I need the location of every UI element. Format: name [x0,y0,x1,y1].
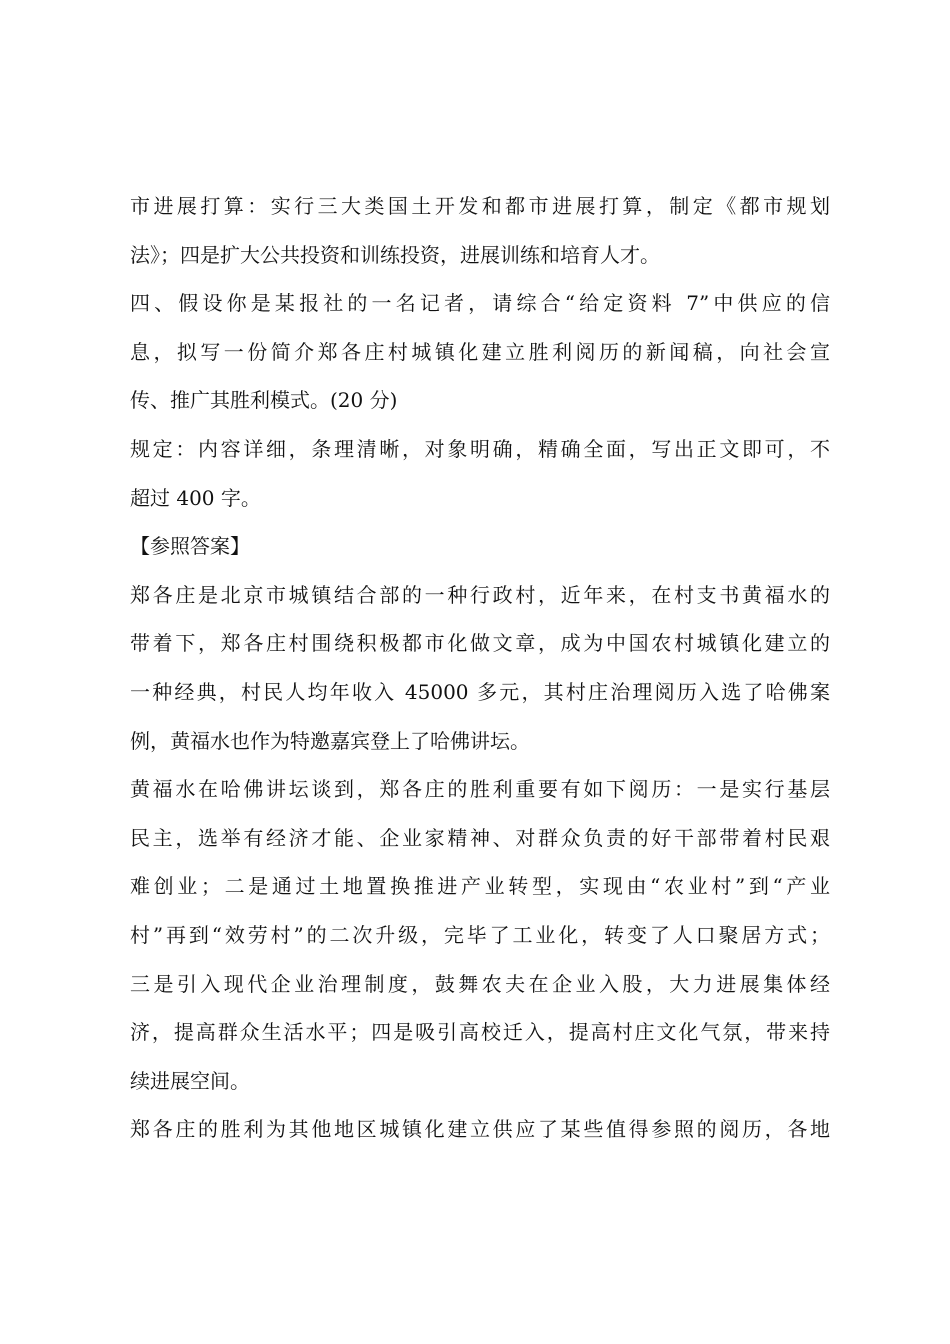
requirement-text-line: 规定：内容详细，条理清晰，对象明确，精确全面，写出正文即可，不 [130,436,830,461]
answer-text-line: 黄福水在哈佛讲坛谈到，郑各庄的胜利重要有如下阅历：一是实行基层 [130,777,830,802]
answer-text-line: 郑各庄的胜利为其他地区城镇化建立供应了某些值得参照的阅历，各地 [130,1117,830,1142]
answer-text-line: 例，黄福水也作为特邀嘉宾登上了哈佛讲坛。 [130,728,530,753]
question-text-line: 传、推广其胜利模式。(20 分) [130,388,398,413]
answer-text-line: 一种经典，村民人均年收入 45000 多元，其村庄治理阅历入选了哈佛案 [130,679,830,704]
answer-text-line: 续进展空间。 [130,1068,250,1093]
document-body [130,186,830,1158]
answer-heading: 【参照答案】 [130,534,250,559]
text-line: 法》；四是扩大公共投资和训练投资，进展训练和培育人才。 [130,242,660,267]
text-line: 市进展打算：实行三大类国土开发和都市进展打算，制定《都市规划 [130,194,830,218]
answer-text-line: 三是引入现代企业治理制度，鼓舞农夫在企业入股，大力进展集体经 [130,971,830,996]
answer-text-line: 济，提高群众生活水平；四是吸引高校迁入，提高村庄文化气氛，带来持 [130,1020,830,1045]
question-text-line: 息，拟写一份简介郑各庄村城镇化建立胜利阅历的新闻稿，向社会宣 [130,339,830,364]
answer-text-line: 村”再到“效劳村”的二次升级，完毕了工业化，转变了人口聚居方式； [130,922,830,947]
answer-text-line: 郑各庄是北京市城镇结合部的一种行政村，近年来，在村支书黄福水的 [130,582,830,607]
answer-text-line: 民主，选举有经济才能、企业家精神、对群众负责的好干部带着村民艰 [130,825,830,850]
question-text-line: 四、假设你是某报社的一名记者，请综合“给定资料 7”中供应的信 [130,291,830,316]
answer-text-line: 带着下，郑各庄村围绕积极都市化做文章，成为中国农村城镇化建立的 [130,631,830,656]
requirement-text-line: 超过 400 字。 [130,485,261,510]
answer-text-line: 难创业；二是通过土地置换推进产业转型，实现由“农业村”到“产业 [130,874,830,899]
